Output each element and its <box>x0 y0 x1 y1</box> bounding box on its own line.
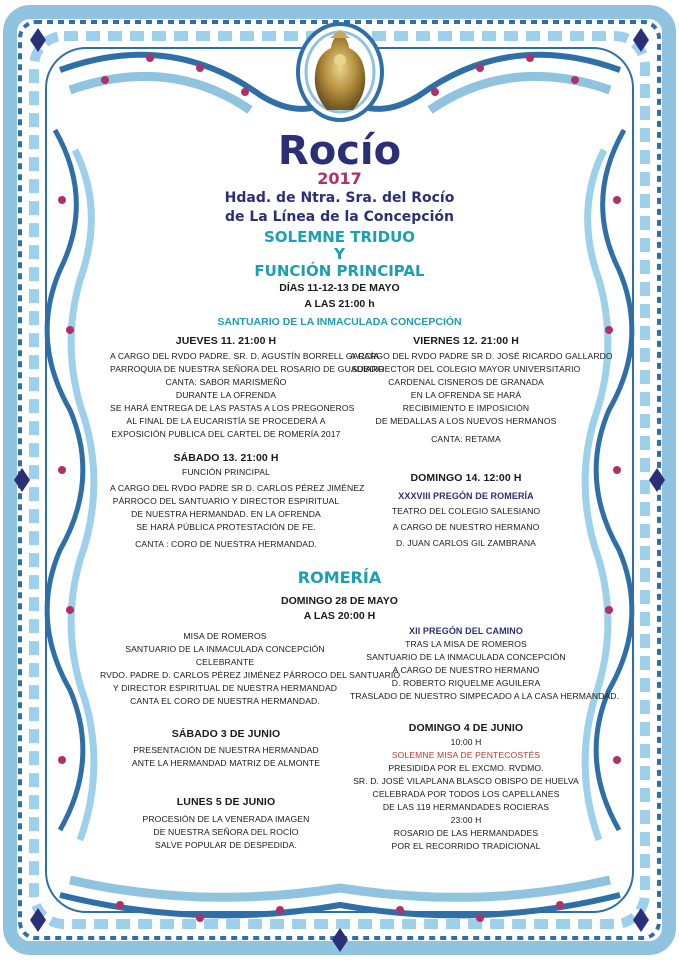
sabado13-line: SE HARÁ PÚBLICA PROTESTACIÓN DE FE. <box>136 522 316 532</box>
domingo4-line: POR EL RECORRIDO TRADICIONAL <box>391 841 541 851</box>
pregon-camino-section <box>350 625 620 703</box>
misa-romeros-section <box>100 630 401 708</box>
sabado13-canta: CANTA : CORO DE NUESTRA HERMANDAD. <box>135 539 317 549</box>
viernes-line: EN LA OFRENDA SE HARÁ <box>410 390 522 400</box>
viernes-line: A CARGO DEL RVDO PADRE SR D. JOSÉ RICARDO GALLARDO <box>350 351 613 361</box>
sabado13-line: A CARGO DEL RVDO PADRE SR D. CARLOS PÉREZ JIMÉNEZ <box>110 483 365 493</box>
misa-romeros-line: MISA DE ROMEROS <box>183 631 267 641</box>
sabado3-heading: SÁBADO 3 DE JUNIO <box>171 728 281 740</box>
lunes5-line: SALVE POPULAR DE DESPEDIDA. <box>155 840 297 850</box>
domingo4-line: PRESIDIDA POR EL EXCMO. RVDMO. <box>388 763 544 773</box>
domingo4-line: ROSARIO DE LAS HERMANDADES <box>393 828 539 838</box>
domingo4-section <box>350 722 582 853</box>
domingo14-line: D. JUAN CARLOS GIL ZAMBRANA <box>396 538 536 548</box>
jueves-line: EXPOSICIÓN PUBLICA DEL CARTEL DE ROMERÍA 2017 <box>111 429 341 439</box>
viernes-line: SUBDIRECTOR DEL COLEGIO MAYOR UNIVERSITARIO <box>351 364 581 374</box>
sabado13-line: DE NUESTRA HERMANDAD. EN LA OFRENDA <box>131 509 321 519</box>
lunes5-heading: LUNES 5 DE JUNIO <box>176 796 276 808</box>
year: 2017 <box>317 169 362 188</box>
sabado13-line: FUNCIÓN PRINCIPAL <box>182 467 270 477</box>
triduo-title: SOLEMNE TRIDUO <box>263 228 416 246</box>
domingo4-line: CELEBRADA POR TODOS LOS CAPELLANES <box>372 789 560 799</box>
sabado3-line: PRESENTACIÓN DE NUESTRA HERMANDAD <box>133 745 319 755</box>
romeria-time: A LAS 20:00 H <box>303 610 376 622</box>
misa-romeros-line: CANTA EL CORO DE NUESTRA HERMANDAD. <box>130 696 320 706</box>
sabado13-section <box>110 452 365 551</box>
misa-romeros-line: CELEBRANTE <box>195 657 255 667</box>
jueves-heading: JUEVES 11. 21:00 H <box>175 335 277 347</box>
domingo4-time: 10:00 H <box>450 737 482 747</box>
viernes-line: RECIBIMIENTO E IMPOSICIÓN <box>402 403 530 413</box>
domingo4-line: 23:00 H <box>450 815 482 825</box>
misa-romeros-line: RVDO. PADRE D. CARLOS PÉREZ JIMÉNEZ PÁRROCO DEL SANTUARIO <box>100 670 401 680</box>
sabado13-heading: SÁBADO 13. 21:00 H <box>173 452 279 464</box>
domingo4-heading: DOMINGO 4 DE JUNIO <box>408 722 524 734</box>
pregon-camino-line: SANTUARIO DE LA INMACULADA CONCEPCIÓN <box>366 652 566 662</box>
misa-romeros-line: Y DIRECTOR ESPIRITUAL DE NUESTRA HERMANDAD <box>112 683 338 693</box>
org-line-1: Hdad. de Ntra. Sra. del Rocío <box>224 190 455 206</box>
org-line-2: de La Línea de la Concepción <box>224 209 454 225</box>
time-line: A LAS 21:00 h <box>304 298 375 310</box>
jueves-line: SE HARÁ ENTREGA DE LAS PASTAS A LOS PREGONEROS <box>110 403 355 413</box>
jueves-line: PARROQUIA DE NUESTRA SEÑORA DEL ROSARIO DE GUADIARO <box>110 364 385 374</box>
domingo14-pregon: XXXVIII PREGÓN DE ROMERÍA <box>398 491 534 501</box>
lunes5-line: PROCESIÓN DE LA VENERADA IMAGEN <box>142 814 310 824</box>
domingo4-line: DE LAS 119 HERMANDADES ROCIERAS <box>382 802 550 812</box>
y-connector: Y <box>334 245 345 263</box>
pregon-camino-heading: XII PREGÓN DEL CAMINO <box>409 626 523 636</box>
viernes-heading: VIERNES 12. 21:00 H <box>413 335 519 347</box>
romeria-title: ROMERÍA <box>297 568 382 587</box>
jueves-line: DURANTE LA OFRENDA <box>175 390 277 400</box>
domingo14-line: A CARGO DE NUESTRO HERMANO <box>392 522 540 532</box>
viernes-canta: CANTA: RETAMA <box>431 434 501 444</box>
jueves-line: AL FINAL DE LA EUCARISTÍA SE PROCEDERÁ A <box>126 416 326 426</box>
viernes-section <box>350 335 613 446</box>
pregon-camino-line: TRAS LA MISA DE ROMEROS <box>405 639 527 649</box>
domingo4-line: SR. D. JOSÉ VILAPLANA BLASCO OBISPO DE HUELVA <box>353 776 579 786</box>
page-title: Rocío <box>277 128 402 174</box>
virgin-medallion-emblem <box>298 24 382 120</box>
funcion-title: FUNCIÓN PRINCIPAL <box>254 262 425 280</box>
domingo14-line: TEATRO DEL COLEGIO SALESIANO <box>391 506 541 516</box>
lunes5-section <box>110 796 342 852</box>
viernes-line: CARDENAL CISNEROS DE GRANADA <box>388 377 544 387</box>
domingo4-solemne: SOLEMNE MISA DE PENTECOSTÉS <box>391 750 541 760</box>
days-line: DÍAS 11-12-13 DE MAYO <box>279 282 400 294</box>
viernes-line: DE MEDALLAS A LOS NUEVOS HERMANOS <box>375 416 557 426</box>
sabado3-section <box>110 728 342 770</box>
domingo14-section <box>350 472 582 550</box>
venue-line: SANTUARIO DE LA INMACULADA CONCEPCIÓN <box>217 316 462 328</box>
domingo14-heading: DOMINGO 14. 12:00 H <box>410 472 522 484</box>
jueves-line: A CARGO DEL RVDO PADRE. SR. D. AGUSTÍN BORRELL GARCÍA <box>110 351 380 361</box>
lunes5-line: DE NUESTRA SEÑORA DEL ROCÍO <box>153 827 299 837</box>
pregon-camino-line: A CARGO DE NUESTRO HERMANO <box>392 665 540 675</box>
jueves-line: CANTA: SABOR MARISMEÑO <box>165 377 287 387</box>
sabado3-line: ANTE LA HERMANDAD MATRIZ DE ALMONTE <box>131 758 321 768</box>
jueves-section <box>110 335 385 441</box>
romeria-date: DOMINGO 28 DE MAYO <box>281 595 398 607</box>
pregon-camino-line: D. ROBERTO RIQUELME AGUILERA <box>391 678 541 688</box>
misa-romeros-line: SANTUARIO DE LA INMACULADA CONCEPCIÓN <box>125 644 325 654</box>
sabado13-line: PÁRROCO DEL SANTUARIO Y DIRECTOR ESPIRITUAL <box>112 496 340 506</box>
pregon-camino-line: TRASLADO DE NUESTRO SIMPECADO A LA CASA HERMANDAD. <box>350 691 620 701</box>
